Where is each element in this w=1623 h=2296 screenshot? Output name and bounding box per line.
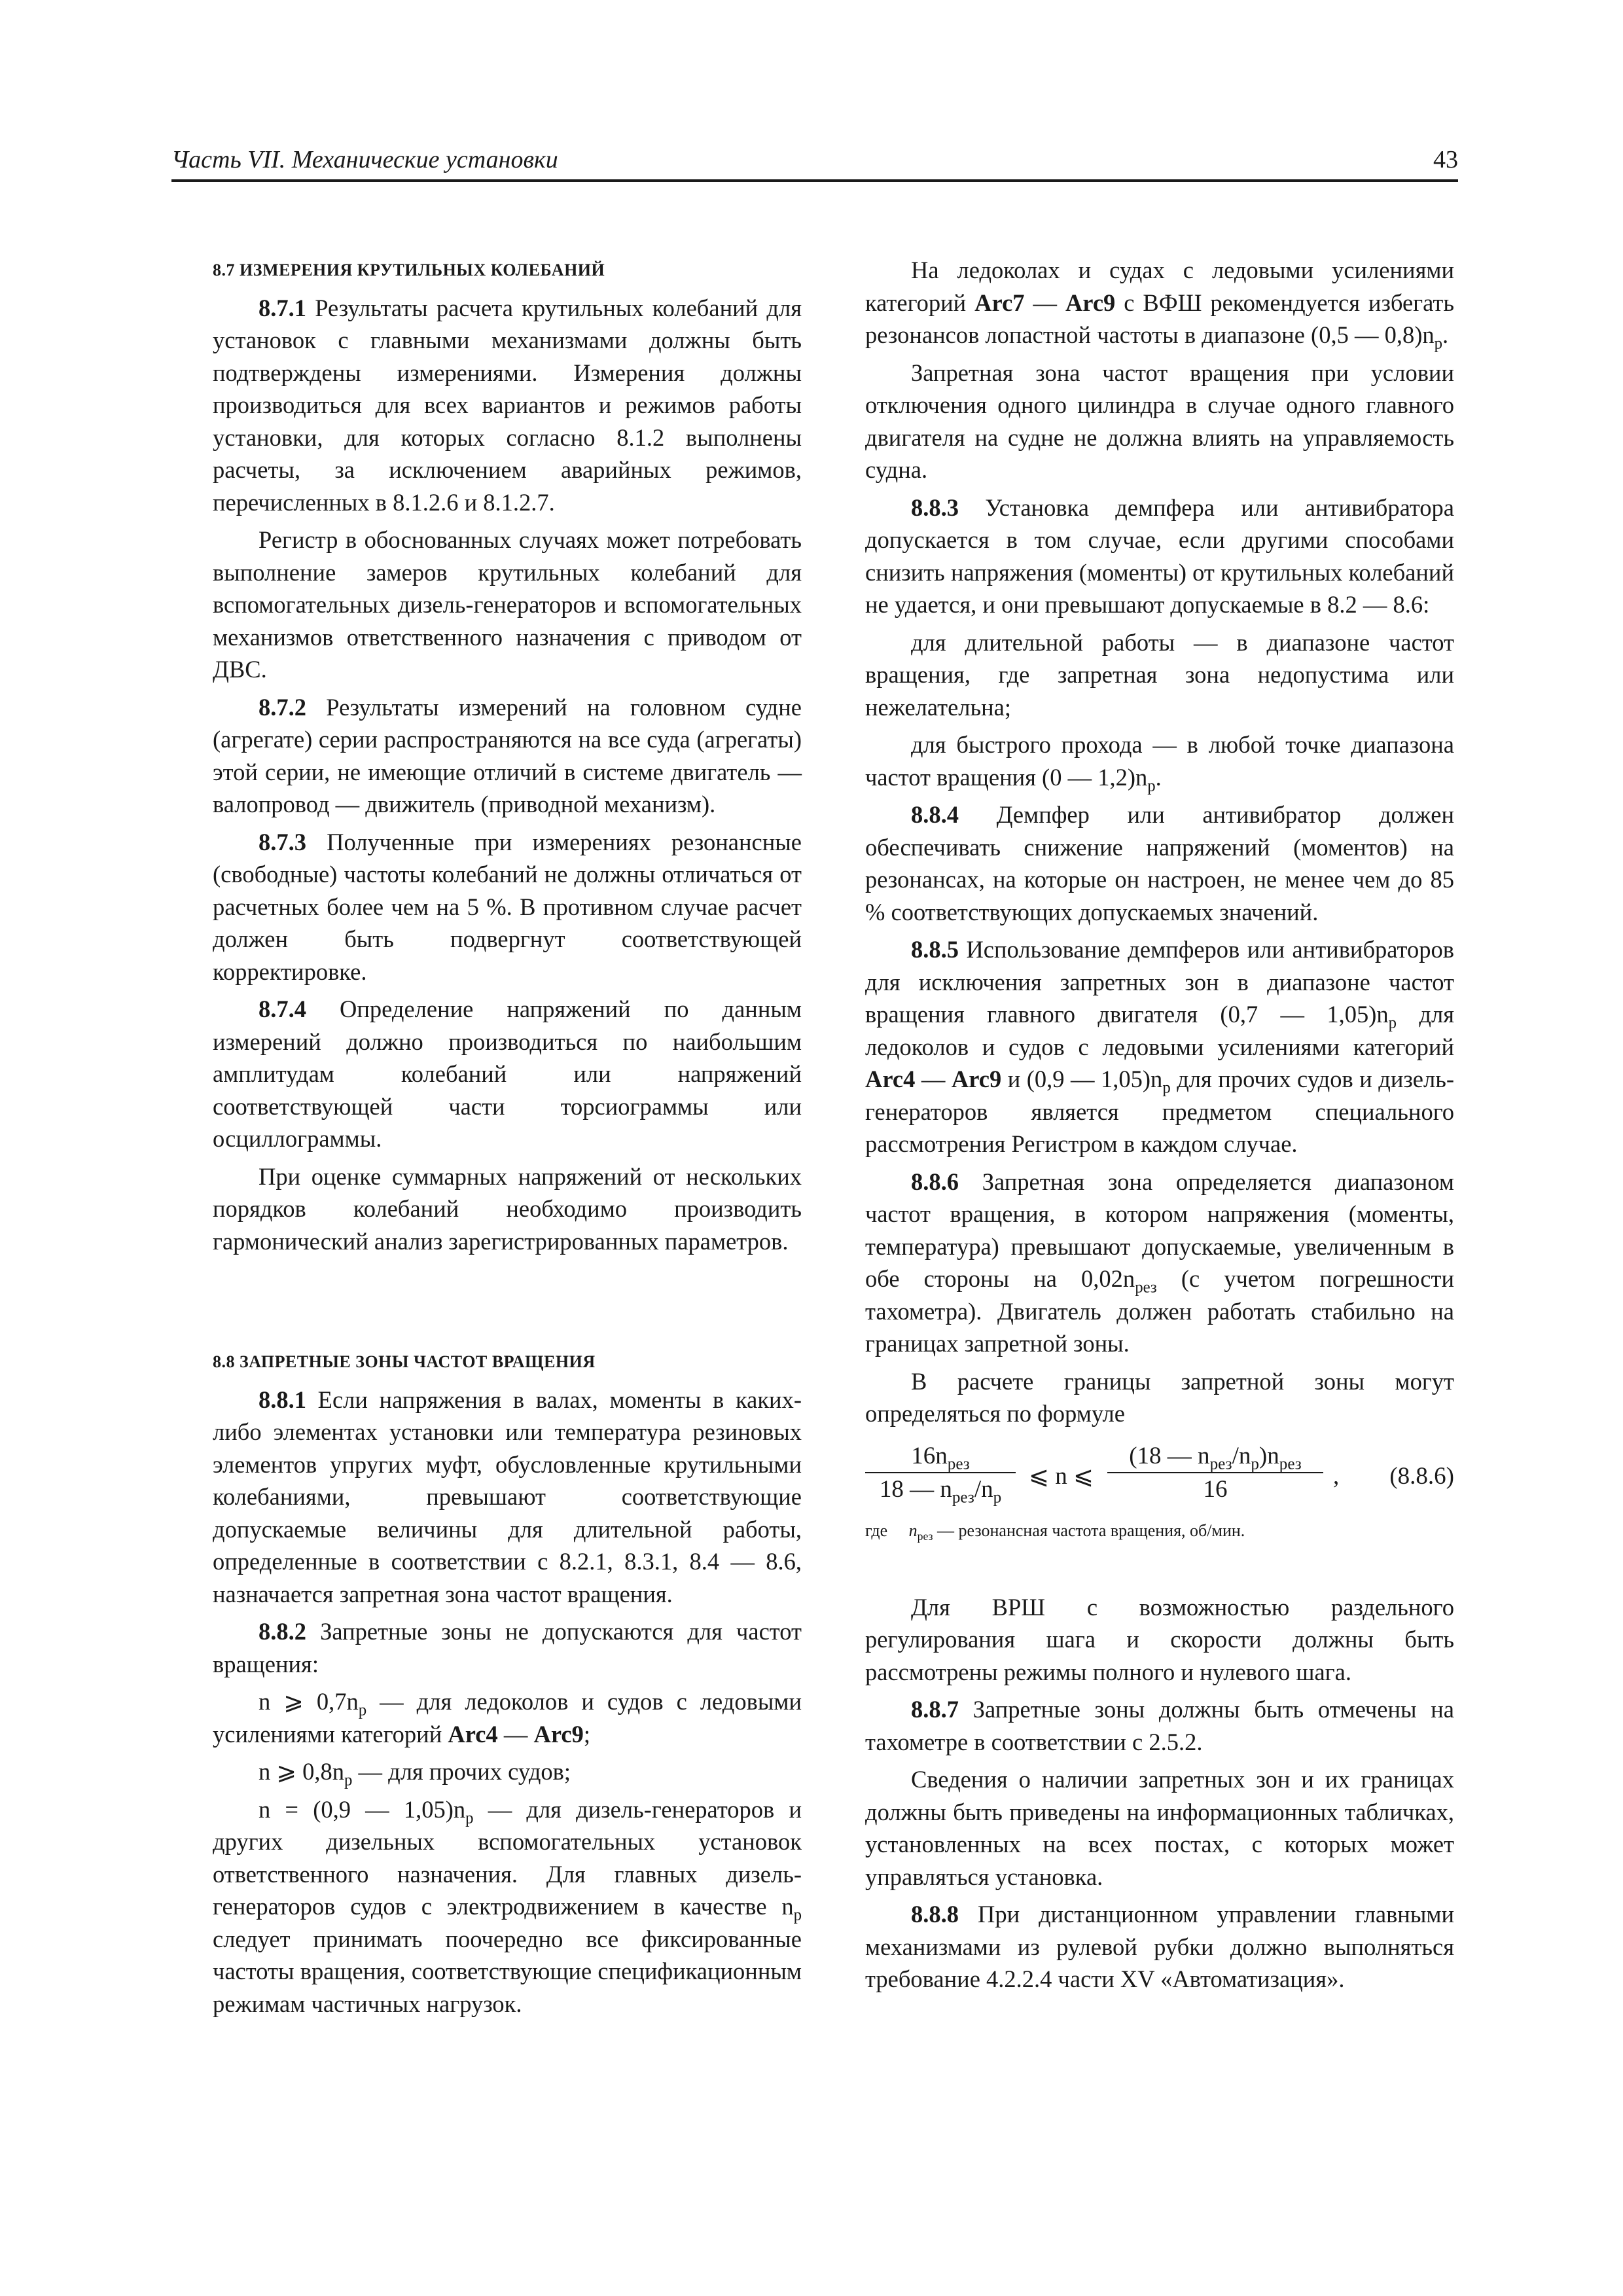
paragraph-cylinder-off: Запретная зона частот вращения при условии отключения одного цилиндра в случае одного главного двигателя на судне не должна влиять на управляемость судна. bbox=[865, 359, 1454, 483]
clause-number: 8.8.2 bbox=[259, 1618, 306, 1645]
list-item-icebreakers: n ⩾ $0,7n_p$ — для ледоколов и судов с ледовыми усилениями категорий Arc4 — Arc9; bbox=[213, 1688, 802, 1748]
clause-number: 8.8.5 bbox=[911, 936, 959, 963]
paragraph-8-8-3-long-run: для длительной работы — в диапазоне частот вращения, где запретная зона недопустима или нежелательна; bbox=[865, 628, 1454, 721]
paragraph-8-7-2: 8.7.2 Результаты измерений на головном судне (агрегате) серии распространяются на все суда (агрегаты) этой серии, не имеющие отличий в системе двигатель — валопровод — движитель (приводной механизм). bbox=[213, 693, 802, 817]
clause-number: 8.7.1 bbox=[259, 294, 306, 321]
running-header bbox=[171, 145, 1458, 182]
formula-lower-bound: $16n_{рез}$ 18 — $n_{рез}/n_p$ bbox=[865, 1441, 1016, 1506]
formula-8-8-6 bbox=[865, 1441, 1454, 1514]
left-column bbox=[213, 254, 802, 2020]
clause-number: 8.8.6 bbox=[911, 1168, 959, 1195]
paragraph-8-7-4: 8.7.4 Определение напряжений по данным измерений должно производиться по наибольшим амплитудам колебаний или напряжений соответствующей части торсиограммы или осциллограммы. bbox=[213, 996, 802, 1152]
paragraph-8-8-3: 8.8.3 Установка демпфера или антивибратора допускается в том случае, если другими способами снизить напряжения (моменты) от крутильных колебаний не удается, и они превышают допускаемые в 8.2 — 8.6: bbox=[865, 493, 1454, 618]
list-item-other-ships: n ⩾ $0,8n_p$ — для прочих судов; bbox=[259, 1758, 571, 1789]
clause-number: 8.7.4 bbox=[259, 996, 306, 1022]
section-heading-8-8: 8.8 ЗАПРЕТНЫЕ ЗОНЫ ЧАСТОТ ВРАЩЕНИЯ bbox=[213, 1352, 596, 1371]
clause-number: 8.7.3 bbox=[259, 828, 306, 855]
clause-number: 8.8.4 bbox=[911, 801, 959, 828]
clause-number: 8.8.1 bbox=[259, 1386, 306, 1413]
paragraph-8-8-2: 8.8.2 Запретные зоны не допускаются для частот вращения: bbox=[213, 1618, 802, 1677]
paragraph-8-7-3: 8.7.3 Полученные при измерениях резонансные (свободные) частоты колебаний не должны отличаться от расчетных более чем на 5 %. В противном случае расчет должен быть подвергнут соответствующей корректировке. bbox=[213, 828, 802, 985]
clause-number: 8.8.3 bbox=[911, 493, 959, 521]
page-number: 43 bbox=[1433, 146, 1458, 173]
formula-upper-bound: (18 — $n_{рез}/n_p)n_{рез}$ 16 bbox=[1107, 1441, 1323, 1506]
paragraph-8-7-1: 8.7.1 Результаты расчета крутильных колебаний для установок с главными механизмами должны быть подтверждены измерениями. Измерения должны производиться для всех вариантов и режимов работы установки, для которых согласно 8.1.2 выполнены расчеты, за исключением аварийных режимов, перечисленных в 8.1.2.6 и 8.1.2.7. bbox=[213, 294, 802, 516]
formula-inequality: ⩽ n ⩽ bbox=[1029, 1462, 1094, 1490]
paragraph-8-8-6: 8.8.6 Запретная зона определяется диапазоном частот вращения, в котором напряжения (моменты, температура) превышают допускаемые, увеличенным в обе стороны на $0,02n_{рез}$ (с учетом погрешности тахометра). Двигатель должен работать стабильно на границах запретной зоны. bbox=[865, 1168, 1454, 1357]
paragraph-8-8-7: 8.8.7 Запретные зоны должны быть отмечены на тахометре в соответствии с 2.5.2. bbox=[865, 1696, 1454, 1755]
section-heading-8-7: 8.7 ИЗМЕРЕНИЯ КРУТИЛЬНЫХ КОЛЕБАНИЙ bbox=[213, 260, 605, 279]
equation-number: (8.8.6) bbox=[1389, 1462, 1454, 1490]
clause-number: 8.7.2 bbox=[259, 693, 306, 721]
paragraph-8-8-8: 8.8.8 При дистанционном управлении главными механизмами из рулевой рубки должно выполняться требование 4.2.2.4 части XV «Автоматизация». bbox=[865, 1901, 1454, 1992]
paragraph-8-8-1: 8.8.1 Если напряжения в валах, моменты в каких-либо элементах установки или температура резиновых элементов упругих муфт, обусловленные крутильными колебаниями, превышают соответствующие допускаемые величины для длительной работы, определенные в соответствии с 8.2.1, 8.3.1, 8.4 — 8.6, назначается запретная зона частот вращения. bbox=[213, 1386, 802, 1607]
paragraph-vrsh: Для ВРШ с возможностью раздельного регулирования шага и скорости должны быть рассмотрены режимы полного и нулевого шага. bbox=[865, 1593, 1454, 1685]
running-header-title: Часть VII. Механические установки bbox=[171, 146, 558, 173]
paragraph-8-7-4-continued: При оценке суммарных напряжений от нескольких порядков колебаний необходимо производить гармонический анализ зарегистрированных параметров. bbox=[213, 1162, 802, 1255]
paragraph-8-7-1-continued: Регистр в обоснованных случаях может потребовать выполнение замеров крутильных колебаний для вспомогательных дизель-генераторов и вспомогательных механизмов ответственного назначения с приводом от ДВС. bbox=[213, 526, 802, 683]
formula-legend: где $n_{рез}$ — резонансная частота вращения, об/мин. bbox=[865, 1520, 1245, 1543]
clause-number: 8.8.8 bbox=[911, 1901, 959, 1928]
paragraph-8-8-5: 8.8.5 Использование демпферов или антивибраторов для исключения запретных зон в диапазоне частот вращения главного двигателя (0,7 — $1,05)n_p$ для ледоколов и судов с ледовыми усилениями категорий Arc4 — Arc9 и (0,9 — $1,05)n_p$ для прочих судов и дизель-генераторов является предметом специального рассмотрения Регистром в каждом случае. bbox=[865, 936, 1455, 1157]
paragraph-8-8-7-continued: Сведения о наличии запретных зон и их границах должны быть приведены на информационных табличках, установленных на всех постах, с которых может управляться установка. bbox=[865, 1766, 1454, 1890]
clause-number: 8.8.7 bbox=[911, 1696, 959, 1723]
paragraph-8-8-6-formula-intro: В расчете границы запретной зоны могут определяться по формуле bbox=[865, 1367, 1454, 1427]
paragraph-8-8-4: 8.8.4 Демпфер или антивибратор должен обеспечивать снижение напряжений (моментов) на резонансах, на которые он настроен, не менее чем до 85 % соответствующих допускаемых значений. bbox=[865, 801, 1454, 925]
right-column bbox=[865, 254, 1454, 1996]
formula-comma: , bbox=[1333, 1462, 1340, 1490]
list-item-diesel-generators: n = (0,9 — $1,05)n_p$ — для дизель-генераторов и других дизельных вспомогательных установок ответственного назначения. Для главных дизель-генераторов судов с электродвижением в качестве $n_p$ следует принимать поочередно все фиксированные частоты вращения, соответствующие спецификационным режимам частичных нагрузок. bbox=[213, 1795, 802, 2017]
paragraph-8-8-3-fast-pass: для быстрого прохода — в любой точке диапазона частот вращения (0 — $1,2)n_p$. bbox=[865, 731, 1454, 795]
paragraph-ice-resonance: На ледоколах и судах с ледовыми усилениями категорий Arc7 — Arc9 с ВФШ рекомендуется избегать резонансов лопастной частоты в диапазоне (0,5 — $0,8)n_p$. bbox=[865, 257, 1455, 353]
